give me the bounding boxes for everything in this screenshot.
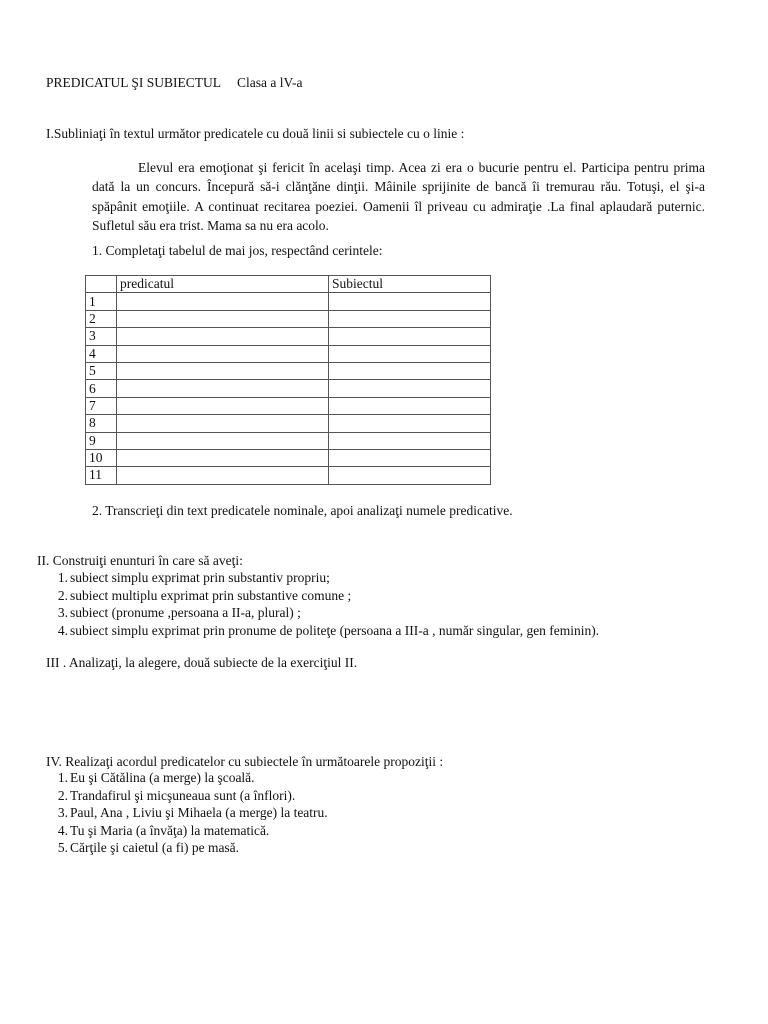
row-number: 3: [86, 328, 117, 345]
row-number: 10: [86, 449, 117, 466]
predicatul-cell[interactable]: [117, 415, 329, 432]
table-row: [86, 328, 491, 345]
predicatul-cell[interactable]: [117, 432, 329, 449]
table-row: [86, 432, 491, 449]
subiectul-cell[interactable]: [329, 415, 491, 432]
table-row: [86, 397, 491, 414]
task2-instruction: 2. Transcrieţi din text predicatele nominale, apoi analizaţi numele predicative.: [92, 503, 513, 518]
subiectul-cell[interactable]: [329, 310, 491, 327]
title-main: PREDICATUL ŞI SUBIECTUL: [46, 75, 222, 90]
subiectul-cell[interactable]: [329, 467, 491, 484]
table-row: [86, 362, 491, 379]
predicatul-cell[interactable]: [117, 310, 329, 327]
header-predicatul: predicatul: [117, 276, 329, 293]
subiectul-cell[interactable]: [329, 380, 491, 397]
task1-instruction: 1. Completaţi tabelul de mai jos, respectând cerintele:: [92, 243, 383, 258]
subiectul-cell[interactable]: [329, 293, 491, 310]
table-row: [86, 467, 491, 484]
subiectul-cell[interactable]: [329, 328, 491, 345]
predicatul-cell[interactable]: [117, 293, 329, 310]
paragraph-text: Elevul era emoţionat şi fericit în acelaşi timp. Acea zi era o bucurie pentru el. Participa pentru prima dată la un concurs. Începură să-i clănţăne dinţii. Mâinile sprijinite de bancă îi tremurau rău. Totuşi, el şi-a spăpânit emoţiile. A continuat recitarea poeziei. Oamenii îl priveau cu admiraţie .La final aplaudară puternic. Sufletul său era trist. Mama sa nu era acolo.: [92, 160, 705, 233]
row-number: 11: [86, 467, 117, 484]
answer-table: [85, 275, 491, 485]
table-row: [86, 310, 491, 327]
predicatul-cell[interactable]: [117, 328, 329, 345]
predicatul-cell[interactable]: [117, 449, 329, 466]
exercise-paragraph: [92, 158, 705, 235]
section3-text: III . Analizaţi, la alegere, două subiecte de la exerciţiul II.: [46, 655, 358, 670]
section4-title: IV. Realizaţi acordul predicatelor cu subiectele în următoarele propoziţii :: [46, 754, 444, 769]
table-header-row: [86, 276, 491, 293]
predicatul-cell[interactable]: [117, 362, 329, 379]
predicatul-cell[interactable]: [117, 397, 329, 414]
section1-instruction: I.Subliniaţi în textul următor predicatele cu două linii si subiectele cu o linie :: [46, 126, 465, 141]
subiectul-cell[interactable]: [329, 397, 491, 414]
row-number: 9: [86, 432, 117, 449]
table-row: [86, 380, 491, 397]
row-number: 7: [86, 397, 117, 414]
predicatul-cell[interactable]: [117, 345, 329, 362]
subiectul-cell[interactable]: [329, 432, 491, 449]
title-class: Clasa a lV-a: [237, 75, 303, 90]
predicatul-cell[interactable]: [117, 380, 329, 397]
row-number: 1: [86, 293, 117, 310]
section2-title: II. Construiţi enunturi în care să aveţi:: [37, 553, 243, 568]
table-row: [86, 415, 491, 432]
table-row: [86, 345, 491, 362]
header-subiectul: Subiectul: [329, 276, 491, 293]
row-number: 8: [86, 415, 117, 432]
row-number: 2: [86, 310, 117, 327]
page-title: [46, 75, 303, 91]
row-number: 6: [86, 380, 117, 397]
table-row: [86, 293, 491, 310]
subiectul-cell[interactable]: [329, 449, 491, 466]
subiectul-cell[interactable]: [329, 362, 491, 379]
subiectul-cell[interactable]: [329, 345, 491, 362]
table-row: [86, 449, 491, 466]
predicatul-cell[interactable]: [117, 467, 329, 484]
header-number: [86, 276, 117, 293]
row-number: 4: [86, 345, 117, 362]
row-number: 5: [86, 362, 117, 379]
table-body: [86, 293, 491, 484]
